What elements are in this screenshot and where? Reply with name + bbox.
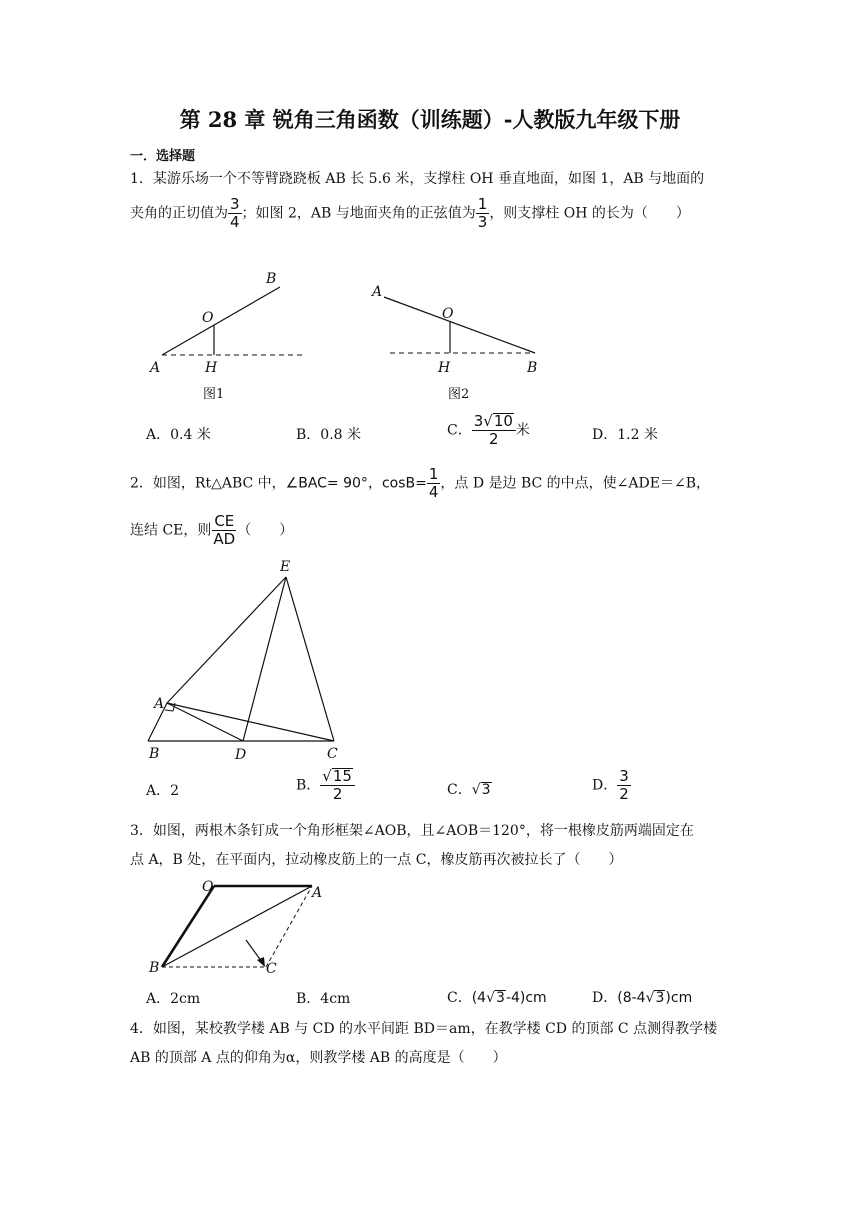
- q2-option-d[interactable]: D． $\frac{3}{2}$: [592, 767, 629, 803]
- q2-label-d: D: [235, 747, 247, 763]
- fig1-label-a: A: [150, 360, 161, 376]
- q1-fraction-sin: $\frac{1}{3}$: [477, 195, 488, 231]
- q3-label-c: C: [266, 961, 277, 977]
- q2-angle-formula: ∠BAC= 90°: [285, 475, 368, 492]
- fig2-label-b: B: [527, 360, 538, 376]
- q2-line2: 连结 CE，则 $\frac{CE}{AD}$ （ ）: [130, 512, 294, 548]
- fig1-label-b: B: [266, 271, 277, 287]
- q1-fraction-tan: $\frac{3}{4}$: [230, 195, 240, 231]
- fig2-caption: 图2: [448, 387, 470, 402]
- q3-option-c[interactable]: C．(4√3-4)cm: [447, 990, 547, 1006]
- section-heading: 一．选择题: [130, 149, 196, 164]
- q3-figure: [148, 879, 322, 977]
- q1-option-c[interactable]: C． $\frac{3√10}{2}$ 米: [447, 412, 530, 448]
- q3-option-b[interactable]: B．4cm: [296, 991, 351, 1007]
- page-title: 第 28 章 锐角三角函数（训练题）-人教版九年级下册: [179, 107, 681, 132]
- q1-text-b: ；如图 2，AB 与地面夹角的正弦值为: [241, 205, 476, 222]
- q1-option-b[interactable]: B．0.8 米: [296, 427, 362, 443]
- q3-option-d[interactable]: D．(8-4√3)cm: [592, 990, 693, 1006]
- q2-cos-label: cosB=: [381, 475, 427, 492]
- q2-label-b: B: [149, 746, 160, 762]
- q3-label-b: B: [149, 960, 160, 976]
- q1-line1: 1．某游乐场一个不等臂跷跷板 AB 长 5.6 米，支撑柱 OH 垂直地面，如图 1，AB 与地面的: [130, 171, 705, 187]
- q2-line1: 2．如图，Rt△ABC 中，∠BAC= 90°，cosB= $\frac{1}{4}$ ，点 D 是边 BC 的中点，使∠ADE＝∠B，: [130, 465, 710, 501]
- q3-line2: 点 A，B 处，在平面内，拉动橡皮筋上的一点 C，橡皮筋再次被拉长了（ ）: [130, 852, 623, 868]
- q1-text-c: ，则支撑柱 OH 的长为（ ）: [489, 205, 690, 222]
- q1-option-d[interactable]: D．1.2 米: [592, 427, 658, 443]
- fig1-label-h: H: [205, 360, 218, 376]
- q4-line1: 4．如图，某校教学楼 AB 与 CD 的水平间距 BD＝am，在教学楼 CD 的顶部 C 点测得教学楼: [130, 1021, 718, 1037]
- q2-option-c[interactable]: C．√3: [447, 782, 491, 798]
- q3-label-o: O: [202, 879, 214, 895]
- q1-option-a[interactable]: A．0.4 米: [146, 427, 211, 443]
- q2-label-a: A: [154, 696, 165, 712]
- q3-option-a[interactable]: A．2cm: [146, 991, 201, 1007]
- q1-option-c-fraction: $\frac{3√10}{2}$: [472, 413, 516, 448]
- q2-label-e: E: [280, 559, 291, 575]
- q3-line1: 3．如图，两根木条钉成一个角形框架∠AOB，且∠AOB＝120°，将一根橡皮筋两端固定在: [130, 823, 694, 839]
- fig2-label-o: O: [442, 306, 454, 322]
- q1-figure-2: [370, 284, 537, 402]
- fig1-label-o: O: [202, 310, 214, 326]
- q2-cos-fraction: $\frac{1}{4}$: [428, 465, 439, 501]
- q2-option-a[interactable]: A．2: [146, 783, 180, 799]
- q4-line2: AB 的顶部 A 点的仰角为α，则教学楼 AB 的高度是（ ）: [130, 1050, 507, 1066]
- fig2-label-h: H: [438, 360, 451, 376]
- q1-figure-1: [148, 271, 306, 402]
- q3-label-a: A: [312, 885, 323, 901]
- fig1-caption: 图1: [203, 387, 225, 402]
- q2-option-b[interactable]: B． $\frac{√15}{2}$: [296, 768, 355, 803]
- q1-text-a: 夹角的正切值为: [130, 205, 228, 222]
- q2-ce-ad-fraction: $\frac{CE}{AD}$: [213, 512, 236, 548]
- q2-figure: [148, 559, 338, 763]
- q2-label-c: C: [327, 746, 338, 762]
- fig2-label-a: A: [372, 284, 383, 300]
